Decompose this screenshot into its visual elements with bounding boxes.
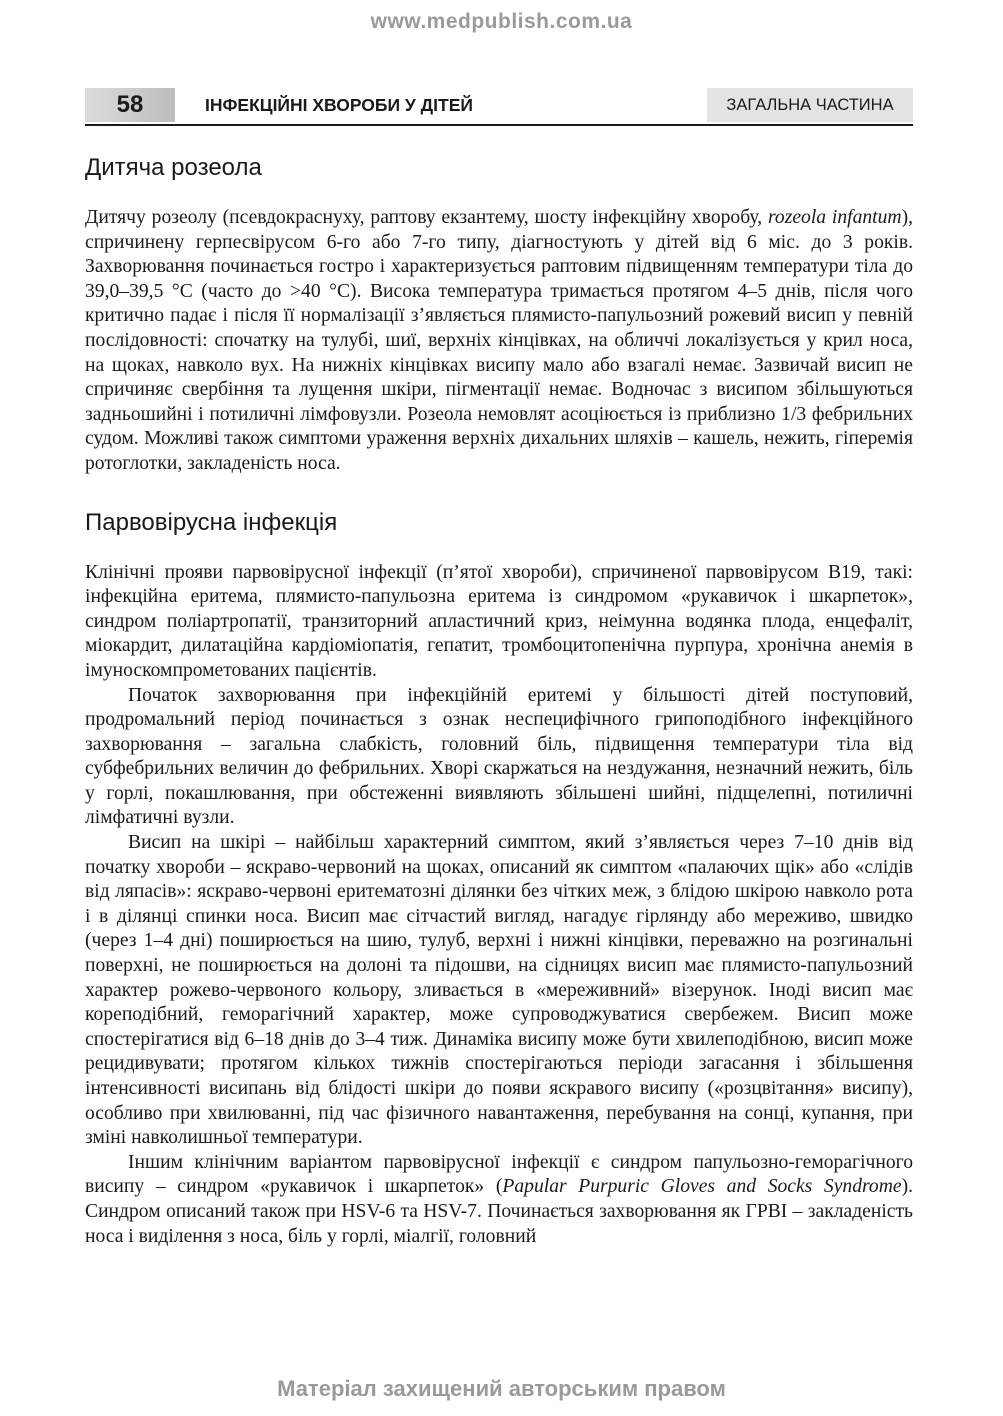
watermark-bottom: Матеріал захищений авторським правом bbox=[277, 1376, 726, 1401]
book-title: ІНФЕКЦІЙНІ ХВОРОБИ У ДІТЕЙ bbox=[205, 95, 473, 115]
paragraph-roseola bbox=[85, 206, 913, 477]
section-label: ЗАГАЛЬНА ЧАСТИНА bbox=[707, 88, 913, 122]
section-heading-parvovirus: Парвовірусна інфекція bbox=[85, 508, 338, 536]
paragraph-parvovirus-2: Початок захворювання при інфекційній еритемі у більшості дітей поступовий, продромальний період починається з ознак неспецифічного грипоподібного інфекційного захворювання – загальна слабкість, головний біль, підвищення температури тіла від субфебрильних величин до фебрильних. Хворі скаржаться на нездужання, незначний нежить, біль у горлі, покашлювання, при обстеженні виявляють збільшені шийні, підщелепні, потиличні лімфатичні вузли. bbox=[85, 684, 913, 829]
section-heading-roseola: Дитяча розеола bbox=[85, 154, 262, 181]
watermark-top: www.medpublish.com.ua bbox=[370, 10, 633, 33]
page-content bbox=[85, 150, 913, 1249]
paragraph-parvovirus-4 bbox=[85, 1151, 913, 1249]
latin-term: rozeola infantum bbox=[768, 207, 902, 228]
paragraph-parvovirus-1: Клінічні прояви парвовірусної інфекції (п’ятої хвороби), спричиненої парвовірусом В19, такі: інфекційна еритема, плямисто-папульозна еритема із синдромом «рукавичок і шкарпеток», синдром поліартропатії, транзиторний апластичний криз, неімунна водянка плода, енцефаліт, міокардит, дилатаційна кардіоміопатія, гепатит, тромбоцитопенічна пурпура, хронічна анемія в імуноскомпрометованих пацієнтів. bbox=[85, 561, 913, 681]
page-header bbox=[85, 88, 913, 126]
page-number: 58 bbox=[85, 88, 175, 122]
text-span: Іншим клінічним варіантом парвовірусної інфекції є синдром папульозно-геморагічного висипу – синдром «рукавичок і шкарпеток» ( bbox=[85, 1151, 913, 1198]
paragraph-parvovirus-3: Висип на шкірі – найбільш характерний симптом, який з’являється через 7–10 днів від початку хвороби – яскраво-червоний на щоках, описаний як симптом «палаючих щік» або «слідів від ляпасів»: яскраво-червоні еритематозні ділянки без чітких меж, з блідою шкірою навколо рота і в ділянці спинки носа. Висип має сітчастий вигляд, нагадує гірлянду або мереживо, швидко (через 1–4 дні) поширюється на шию, тулуб, верхні і нижні кінцівки, переважно на розгинальні поверхні, не поширюється на долоні та підошви, на сідницях висип має плямисто-папульозний характер рожево-червоного кольору, зливається в «мереживний» візерунок. Іноді висип має кореподібний, геморагічний характер, може супроводжуватися свербежем. Висип може спостерігатися від 6–18 днів до 3–4 тиж. Динаміка висипу може бути хвилеподібною, висип може рецидивувати; протягом кількох тижнів спостерігаються періоди загасання і збільшення інтенсивності висипань від блідості шкіри до появи яскравого висипу («розцвітання» висипу), особливо при хвилюванні, під час фізичного навантаження, перебування на сонці, купання, при зміні навколишньої температури. bbox=[85, 832, 913, 1149]
text-span: Дитячу розеолу (псевдокраснуху, раптову екзантему, шосту інфекційну хворобу, bbox=[85, 207, 768, 228]
text-span: ). Синдром описаний також при HSV-6 та HSV-7. Починається захворювання як ГРВІ – закладеність носа і виділення з носа, біль у горлі, міалгії, головний bbox=[85, 1176, 914, 1247]
latin-term: Papular Purpuric Gloves and Socks Syndrome bbox=[502, 1176, 902, 1198]
text-span: ), спричинену герпесвірусом 6-го або 7-го типу, діагностують у дітей від 6 міс. до 3 років. Захворювання починається гостро і характеризується раптовим підвищенням температури тіла до 39,0–39,5 °C (часто до >40 °C). Висока температура тримається протягом 4–5 днів, після чого критично падає і після її нормалізації з’являється плямисто-папульозний рожевий висип у певній послідовності: спочатку на тулубі, шиї, верхніх кінцівках, на обличчі локалізується у крил носа, на щоках, навколо вух. На нижніх кінцівках висипу мало або взагалі немає. Зазвичай висип не спричиняє свербіння та лущення шкіри, пігментації немає. Водночас з висипом збільшуються задньошийні і потиличні лімфовузли. Розеола немовлят асоціюється із приблизно 1/3 фебрильних судом. Можливі також симптоми ураження верхніх дихальних шляхів – кашель, нежить, гіперемія ротоглотки, закладеність носа. bbox=[85, 207, 913, 474]
